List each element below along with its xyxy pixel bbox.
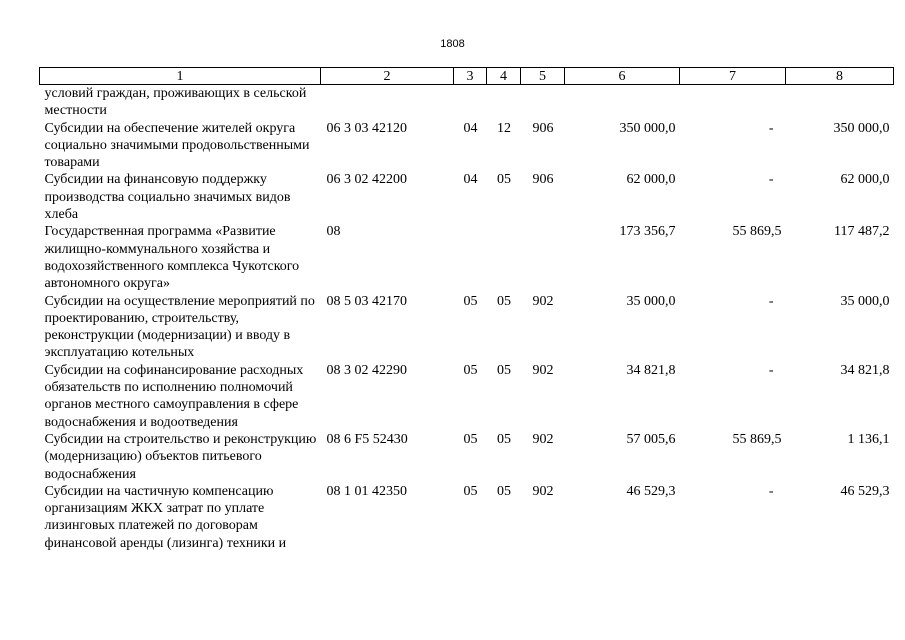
row-code: 08 3 02 42290 bbox=[326, 362, 407, 378]
row-code: 08 5 03 42170 bbox=[326, 293, 407, 309]
row-section: 04 bbox=[463, 120, 478, 136]
row-federal: - bbox=[768, 362, 774, 378]
table-row bbox=[40, 223, 894, 292]
table-row bbox=[40, 431, 894, 483]
row-code: 08 6 F5 52430 bbox=[326, 431, 408, 447]
row-regional: 62 000,0 bbox=[840, 172, 890, 188]
row-name: Субсидии на частичную компенсацию организациям ЖКХ затрат по уплате лизинговых платежей по договорам финансовой аренды (лизинга) техники и bbox=[44, 483, 287, 551]
row-department: 902 bbox=[532, 431, 554, 447]
row-regional bbox=[786, 85, 894, 120]
column-header-4: 4 bbox=[487, 68, 521, 85]
row-department: 902 bbox=[532, 483, 554, 499]
row-federal: 55 869,5 bbox=[732, 431, 782, 447]
column-header-2: 2 bbox=[321, 68, 454, 85]
row-regional: 35 000,0 bbox=[840, 293, 890, 309]
row-code: 08 1 01 42350 bbox=[326, 483, 407, 499]
row-total: 173 356,7 bbox=[619, 224, 676, 240]
row-regional: 1 136,1 bbox=[847, 431, 890, 447]
row-section: 05 bbox=[463, 431, 478, 447]
column-header-7: 7 bbox=[680, 68, 786, 85]
row-code: 08 bbox=[326, 224, 341, 240]
row-subsection bbox=[487, 223, 521, 292]
row-federal: - bbox=[768, 293, 774, 309]
column-header-6: 6 bbox=[565, 68, 680, 85]
row-department: 906 bbox=[532, 120, 554, 136]
table-row bbox=[40, 362, 894, 431]
row-department: 906 bbox=[532, 172, 554, 188]
column-header-1: 1 bbox=[40, 68, 321, 85]
table-row bbox=[40, 483, 894, 552]
row-subsection bbox=[487, 85, 521, 120]
row-department bbox=[521, 223, 565, 292]
row-subsection: 12 bbox=[497, 120, 511, 136]
row-name: Субсидии на финансовую поддержку производства социально значимых видов хлеба bbox=[44, 172, 291, 223]
column-header-5: 5 bbox=[521, 68, 565, 85]
row-subsection: 05 bbox=[497, 362, 511, 378]
row-name: Государственная программа «Развитие жилищно-коммунального хозяйства и водохозяйственного комплекса Чукотского автономного округа» bbox=[44, 224, 300, 292]
row-name: Субсидии на строительство и реконструкцию (модернизацию) объектов питьевого водоснабжения bbox=[44, 431, 317, 482]
row-section: 05 bbox=[463, 362, 478, 378]
row-section bbox=[454, 85, 487, 120]
row-name: Субсидии на осуществление мероприятий по проектированию, строительству, реконструкции (модернизации) и вводу в эксплуатацию котельных bbox=[44, 293, 315, 361]
row-department bbox=[521, 85, 565, 120]
row-federal: - bbox=[768, 120, 774, 136]
row-subsection: 05 bbox=[497, 431, 511, 447]
row-total: 57 005,6 bbox=[626, 431, 676, 447]
row-regional: 350 000,0 bbox=[833, 120, 890, 136]
table-row bbox=[40, 293, 894, 362]
row-name: условий граждан, проживающих в сельской местности bbox=[44, 86, 307, 119]
row-section: 05 bbox=[463, 483, 478, 499]
row-total: 35 000,0 bbox=[626, 293, 676, 309]
row-federal: - bbox=[768, 172, 774, 188]
budget-table bbox=[39, 67, 894, 552]
row-name: Субсидии на софинансирование расходных обязательств по исполнению полномочий органов местного самоуправления в сфере водоснабжения и водоотведения bbox=[44, 362, 304, 430]
column-header-3: 3 bbox=[454, 68, 487, 85]
row-federal: - bbox=[768, 483, 774, 499]
row-name: Субсидии на обеспечение жителей округа социально значимыми продовольственными товарами bbox=[44, 120, 310, 171]
row-regional: 117 487,2 bbox=[834, 224, 890, 240]
row-regional: 34 821,8 bbox=[840, 362, 890, 378]
row-code: 06 3 03 42120 bbox=[326, 120, 407, 136]
row-federal bbox=[680, 85, 786, 120]
row-total: 34 821,8 bbox=[626, 362, 676, 378]
table-row bbox=[40, 85, 894, 120]
row-section bbox=[454, 223, 487, 292]
row-total: 46 529,3 bbox=[626, 483, 676, 499]
row-section: 04 bbox=[463, 172, 478, 188]
page-number: 1808 bbox=[440, 38, 465, 50]
row-section: 05 bbox=[463, 293, 478, 309]
row-code bbox=[321, 85, 454, 120]
row-total bbox=[565, 85, 680, 120]
row-department: 902 bbox=[532, 362, 554, 378]
table-row bbox=[40, 171, 894, 223]
row-subsection: 05 bbox=[497, 483, 511, 499]
row-code: 06 3 02 42200 bbox=[326, 172, 407, 188]
column-header-row bbox=[40, 68, 894, 85]
row-federal: 55 869,5 bbox=[732, 224, 782, 240]
row-subsection: 05 bbox=[497, 172, 511, 188]
row-regional: 46 529,3 bbox=[840, 483, 890, 499]
row-total: 350 000,0 bbox=[619, 120, 676, 136]
row-subsection: 05 bbox=[497, 293, 511, 309]
column-header-8: 8 bbox=[786, 68, 894, 85]
row-total: 62 000,0 bbox=[626, 172, 676, 188]
table-row bbox=[40, 120, 894, 172]
row-department: 902 bbox=[532, 293, 554, 309]
